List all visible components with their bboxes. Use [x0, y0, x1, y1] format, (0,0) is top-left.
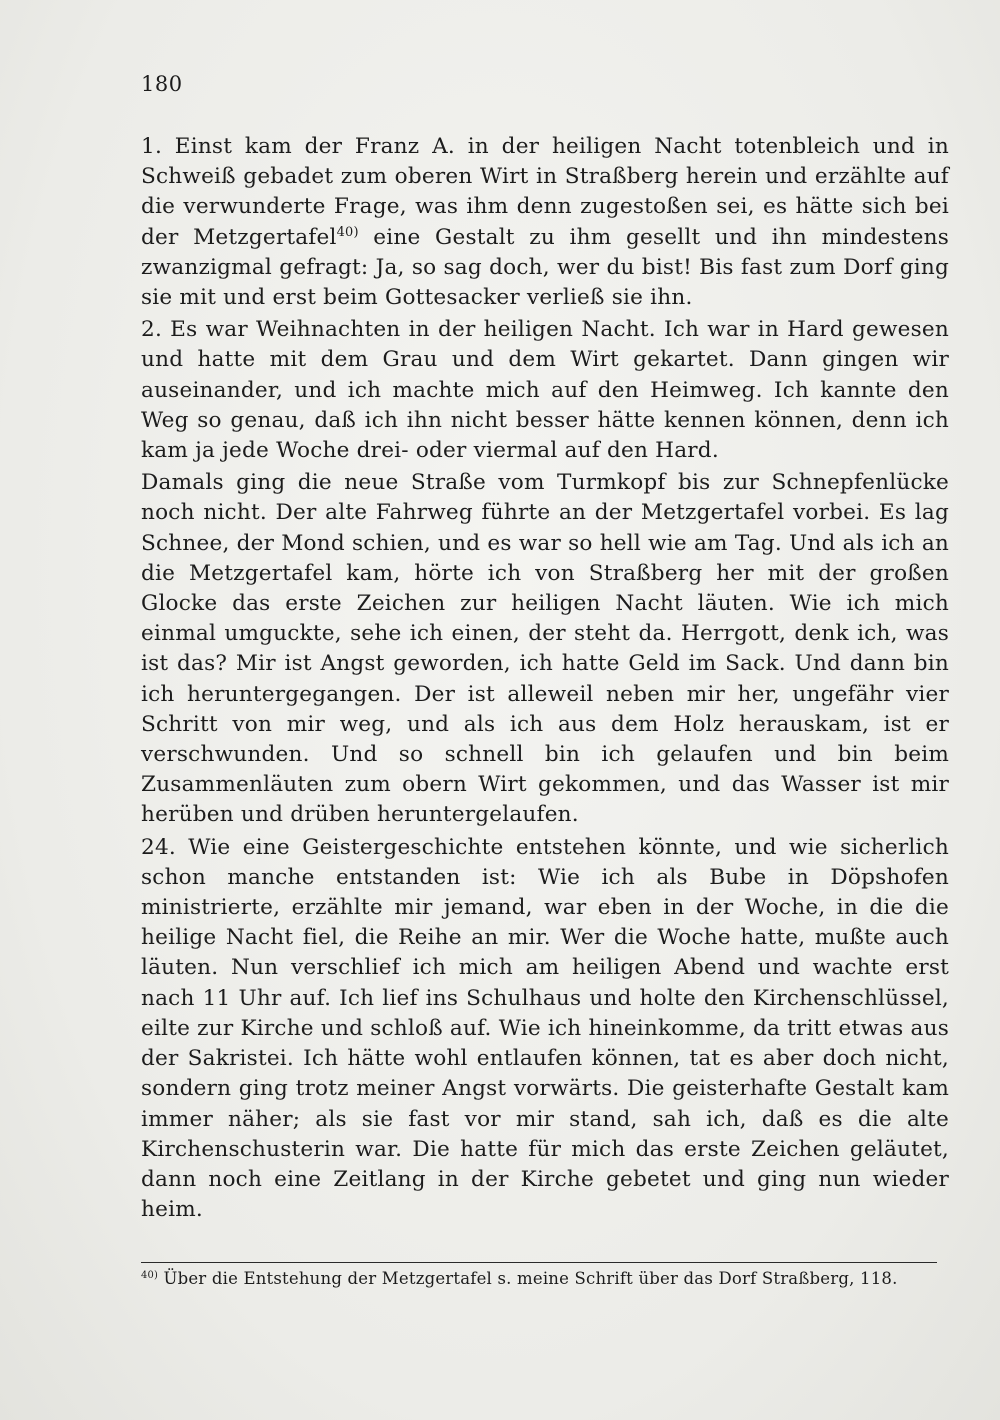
paragraph-2: 2. Es war Weihnachten in der heiligen Nacht. Ich war in Hard gewesen und hatte mit dem Grau und dem Wirt gekartet. Dann gingen wir auseinander, und ich machte mich auf den Heimweg. Ich kannte den Weg so genau, daß ich ihn nicht besser hätte kennen können, denn ich kam ja jede Woche drei- oder viermal auf den Hard. — [141, 317, 949, 464]
paragraph-4: 24. Wie eine Geistergeschichte entstehen könnte, und wie sicherlich schon manche entstanden ist: Wie ich als Bube in Döpshofen ministrierte, erzählte mir jemand, war eben in der Woche, in die die heilige Nacht fiel, die Reihe an mir. Wer die Woche hatte, mußte auch läuten. Nun verschlief ich mich am heiligen Abend und wachte erst nach 11 Uhr auf. Ich lief ins Schulhaus und holte den Kirchenschlüssel, eilte zur Kirche und schloß auf. Wie ich hineinkomme, da tritt etwas aus der Sakristei. Ich hätte wohl entlaufen können, tat es aber doch nicht, sondern ging trotz meiner Angst vorwärts. Die geisterhafte Gestalt kam immer näher; als sie fast vor mir stand, sah ich, daß es die alte Kirchenschusterin war. Die hatte für mich das erste Zeichen geläutet, dann noch eine Zeitlang in der Kirche gebetet und ging nun wieder heim. — [141, 834, 949, 1223]
footnote — [141, 1267, 949, 1291]
paragraph-1-text-before: 1. Einst kam der Franz A. in der heiligen Nacht totenbleich und in Schweiß gebadet zum oberen Wirt in Straßberg herein und erzählte auf die verwunderte Frage, was ihm denn zugestoßen sei, es hätte sich bei der Metzgertafel — [141, 134, 949, 250]
paragraph-1 — [141, 132, 949, 313]
footnote-marker: 40) — [141, 1270, 159, 1282]
paragraph-1-text-after: eine Gestalt zu ihm gesellt und ihn mindestens zwanzigmal gefragt: Ja, so sag doch, wer du bist! Bis fast zum Dorf ging sie mit und erst beim Gottesacker verließ sie ihn. — [141, 224, 949, 311]
footnote-text: Über die Entstehung der Metzgertafel s. meine Schrift über das Dorf Straßberg, 118. — [158, 1269, 898, 1288]
page-number: 180 — [141, 72, 183, 96]
footnote-divider — [141, 1262, 937, 1263]
footnote-reference[interactable]: 40) — [336, 224, 359, 240]
paragraph-3: Damals ging die neue Straße vom Turmkopf bis zur Schnepfenlücke noch nicht. Der alte Fahrweg führte an der Metzgertafel vorbei. Es lag Schnee, der Mond schien, und es war so hell wie am Tag. Und als ich an die Metzgertafel kam, hörte ich von Straßberg her mit der großen Glocke das erste Zeichen zur heiligen Nacht läuten. Wie ich mich einmal umguckte, sehe ich einen, der steht da. Herrgott, denk ich, was ist das? Mir ist Angst geworden, ich hatte Geld im Sack. Und dann bin ich heruntergegangen. Der ist alleweil neben mir her, ungefähr vier Schritt von mir weg, und als ich aus dem Holz herauskam, ist er verschwunden. Und so schnell bin ich gelaufen und bin beim Zusammenläuten zum obern Wirt gekommen, und das Wasser ist mir herüben und drüben heruntergelaufen. — [141, 470, 949, 828]
body-text — [141, 132, 949, 1225]
